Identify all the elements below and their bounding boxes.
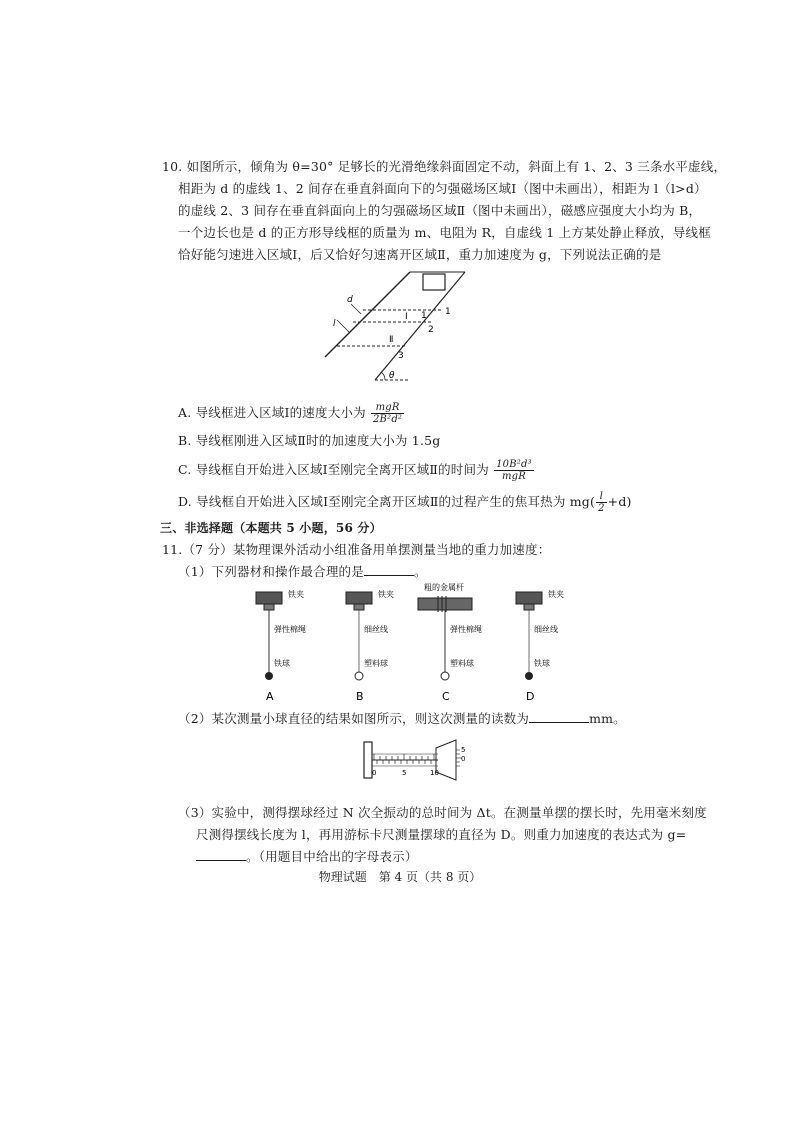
d-letter: D [526, 690, 535, 703]
apparatus-c [418, 582, 482, 703]
q11-part1 [178, 563, 427, 581]
c-rod-label: 粗的金属杆 [424, 583, 464, 592]
a-letter: A [266, 690, 274, 703]
micrometer-tick-10: 10 [430, 769, 439, 777]
q11-part3-line-3 [196, 848, 418, 866]
q10-line-4: 一个边长也是 d 的正方形导线框的质量为 m、电阻为 R，自虚线 1 上方某处静止释放，导线框 [178, 225, 711, 240]
micrometer-vernier-5: 5 [461, 746, 466, 754]
q11-part2-unit: mm。 [589, 711, 626, 726]
incline-figure [315, 262, 500, 388]
c-letter: C [442, 690, 450, 703]
apparatus-a [256, 589, 306, 703]
option-c-num: 10B²d³ [496, 459, 532, 470]
pendulum-apparatus-figure [238, 582, 578, 704]
label-2: 2 [428, 325, 434, 335]
option-a [178, 402, 405, 425]
q11-intro: 11.（7 分）某物理课外活动小组准备用单摆测量当地的重力加速度： [162, 542, 551, 557]
q11-part3-blank[interactable] [196, 848, 246, 861]
label-1-region: 1 [421, 311, 427, 321]
q11-part1-end: 。 [413, 564, 427, 579]
option-d-fraction [596, 491, 607, 514]
micrometer-figure [360, 734, 470, 784]
micrometer-vernier-0: 0 [461, 755, 466, 763]
q11-part1-text: （1）下列器材和操作最合理的是 [178, 564, 364, 579]
a-clamp-label: 铁夹 [288, 590, 304, 599]
q11-part2 [178, 710, 626, 728]
region-II-label: Ⅱ [389, 335, 394, 345]
option-d-num: l [596, 491, 607, 503]
region-I-label: Ⅰ [405, 312, 408, 322]
label-3: 3 [398, 351, 404, 361]
option-d [178, 491, 632, 514]
option-a-fraction [371, 402, 404, 425]
option-d-text: D. 导线框自开始进入区域Ⅰ至刚完全离开区域Ⅱ的过程产生的焦耳热为 mg( [178, 494, 596, 509]
option-a-den: 2B²d² [373, 414, 403, 425]
b-string-label: 细丝线 [364, 625, 388, 634]
q10-line-5: 恰好能匀速进入区域Ⅰ，后又恰好匀速离开区域Ⅱ，重力加速度为 g，下列说法正确的是 [178, 247, 662, 262]
b-clamp-label: 铁夹 [378, 590, 394, 599]
option-b: B. 导线框刚进入区域Ⅱ时的加速度大小为 1.5g [178, 433, 441, 448]
q10-line-1: 10. 如图所示，倾角为 θ=30° 足够长的光滑绝缘斜面固定不动，斜面上有 1、2、3 三条水平虚线， [162, 159, 727, 174]
page-footer: 物理试题 第 4 页（共 8 页） [318, 870, 482, 884]
c-string-label: 弹性棉绳 [450, 625, 482, 634]
b-ball-label: 塑料球 [364, 659, 388, 668]
a-ball-label: 铁球 [274, 659, 290, 668]
apparatus-b [346, 589, 394, 703]
d-ball-label: 铁球 [534, 659, 550, 668]
option-a-text: A. 导线框进入区域Ⅰ的速度大小为 [178, 405, 366, 420]
d-string-label: 细丝线 [534, 625, 558, 634]
q11-part3-line-2: 尺测得摆线长度为 l，再用游标卡尺测量摆球的直径为 D。则重力加速度的表达式为 g= [196, 827, 687, 842]
q11-part2-text: （2）某次测量小球直径的结果如图所示，则这次测量的读数为 [178, 711, 530, 726]
micrometer-tick-5: 5 [402, 769, 407, 777]
label-l: l [333, 319, 336, 329]
d-clamp-label: 铁夹 [548, 590, 564, 599]
option-d-den: 2 [598, 503, 605, 514]
c-ball-label: 塑料球 [450, 659, 474, 668]
label-1-right: 1 [445, 307, 451, 317]
q11-part3-line-1: （3）实验中，测得摆球经过 N 次全振动的总时间为 Δt。在测量单摆的摆长时，先用毫米刻度 [178, 805, 707, 820]
a-string-label: 弹性棉绳 [274, 625, 306, 634]
q11-part1-blank[interactable] [364, 563, 414, 576]
label-d: d [347, 295, 353, 305]
micrometer-tick-0: 0 [372, 769, 377, 777]
q11-part3-end: 。（用题目中给出的字母表示） [246, 849, 418, 864]
option-c-text: C. 导线框自开始进入区域Ⅰ至刚完全离开区域Ⅱ的时间为 [178, 462, 489, 477]
section-3-heading: 三、非选择题（本题共 5 小题，56 分） [160, 521, 382, 535]
option-c-den: mgR [501, 471, 526, 482]
b-letter: B [356, 690, 364, 703]
q10-line-2: 相距为 d 的虚线 1、2 间存在垂直斜面向下的匀强磁场区域Ⅰ（图中未画出），相距为 l（l>d） [178, 181, 707, 196]
q11-part2-blank[interactable] [529, 710, 589, 723]
option-a-num: mgR [371, 402, 404, 414]
q10-line-3: 的虚线 2、3 间存在垂直斜面向上的匀强磁场区域Ⅱ（图中未画出），磁感应强度大小均为 B， [178, 203, 702, 218]
option-d-tail: +d) [607, 494, 632, 509]
option-c-fraction [494, 459, 534, 482]
theta-label: θ [389, 371, 395, 381]
apparatus-d [516, 589, 564, 703]
option-c [178, 459, 535, 482]
